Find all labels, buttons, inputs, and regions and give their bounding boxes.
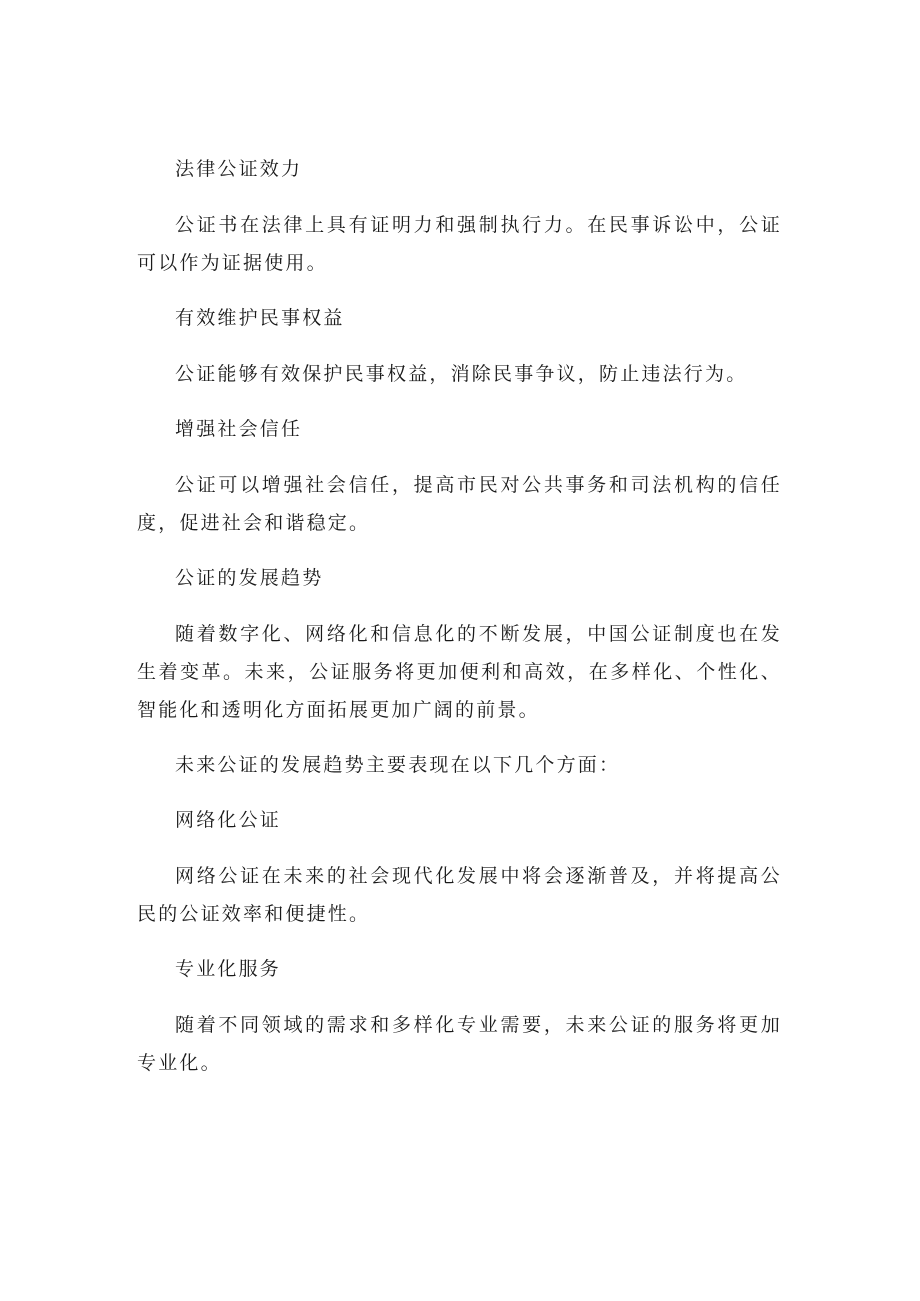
document-page (137, 150, 782, 1099)
paragraph-civil-rights: 公证能够有效保护民事权益，消除民事争议，防止违法行为。 (175, 363, 748, 385)
paragraph-online-notarization: 网络公证在未来的社会现代化发展中将会逐渐普及，并将提高公民的公证效率和便捷性。 (137, 865, 782, 925)
section-heading-professional-service: 专业化服务 (175, 958, 282, 980)
paragraph-development-trend: 随着数字化、网络化和信息化的不断发展，中国公证制度也在发生着变革。未来，公证服务将更加便利和高效，在多样化、个性化、智能化和透明化方面拓展更加广阔的前景。 (137, 623, 782, 721)
section-heading-development-trend: 公证的发展趋势 (175, 567, 324, 589)
section-heading-social-trust: 增强社会信任 (175, 418, 303, 440)
section-heading-civil-rights: 有效维护民事权益 (175, 307, 345, 329)
section-heading-online-notarization: 网络化公证 (175, 809, 282, 831)
paragraph-social-trust: 公证可以增强社会信任，提高市民对公共事务和司法机构的信任度，促进社会和谐稳定。 (137, 474, 782, 534)
paragraph-professional-service: 随着不同领域的需求和多样化专业需要，未来公证的服务将更加专业化。 (137, 1014, 782, 1074)
section-heading-legal-effect: 法律公证效力 (175, 158, 303, 180)
paragraph-legal-effect: 公证书在法律上具有证明力和强制执行力。在民事诉讼中，公证可以作为证据使用。 (137, 214, 782, 274)
paragraph-trend-intro: 未来公证的发展趋势主要表现在以下几个方面： (175, 754, 621, 776)
